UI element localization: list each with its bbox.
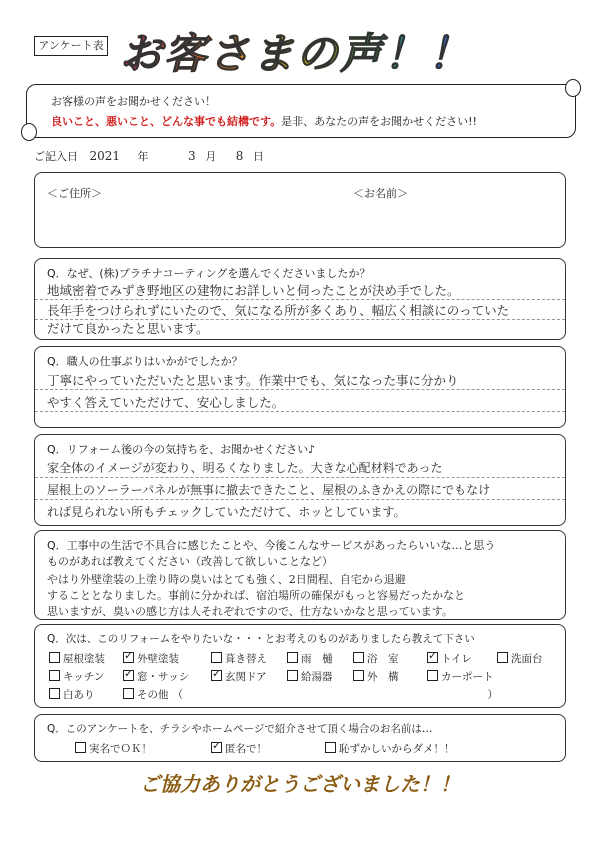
q1-question: Q．なぜ、(株)プラチナコーティングを選んでくださいましたか？ (47, 267, 371, 280)
option-exterior[interactable] (353, 669, 399, 684)
checkbox[interactable] (287, 652, 298, 663)
option-label: その他 (137, 689, 169, 701)
option-label: カーポート (441, 671, 494, 683)
checkbox[interactable] (427, 670, 438, 681)
q1-answer-line: 地域密着でみずき野地区の建物にお詳しいと伺ったことが決め手でした。 (47, 283, 460, 298)
option-label: トイレ (441, 653, 472, 665)
intro-line-2-red: 良いこと、悪いこと、どんな事でも結構です。 (51, 115, 282, 128)
date-day: 8 (235, 149, 244, 163)
option-decline[interactable] (325, 741, 455, 756)
option-reroof[interactable] (211, 651, 267, 666)
option-roof-paint[interactable] (49, 651, 105, 666)
q4-answer-line: することとなりました。事前に分かれば、宿泊場所の確保がもっと容易だったかなと (47, 589, 465, 602)
q2-question: Q．職人の仕事ぶりはいかがでしたか？ (47, 355, 243, 368)
q5-box (34, 624, 566, 708)
option-label: 外壁塗装 (137, 653, 179, 665)
option-label: 白あり (63, 689, 95, 701)
checkbox[interactable] (123, 670, 134, 681)
customer-info-box (34, 172, 566, 248)
checkbox[interactable] (211, 652, 222, 663)
q3-answer-line: 屋根上のソーラーパネルが無事に撤去できたこと、屋根のふきかえの際にでもなけ (47, 483, 491, 497)
option-anonymous[interactable] (211, 741, 267, 756)
option-label: 浴 室 (367, 653, 399, 665)
thanks-message: ご協力ありがとうございました！！ (140, 772, 460, 796)
q4-question-line-2: ものがあれば教えてください（改善して欲しいことなど） (47, 555, 333, 568)
option-exterior-wall-paint[interactable] (123, 651, 179, 666)
date-label: ご記入日 (34, 150, 78, 163)
option-label: 匿名で！ (225, 743, 267, 755)
address-label: ＜ご住所＞ (47, 187, 102, 200)
option-label: 実名でＯＫ！ (89, 743, 152, 755)
q4-box (34, 530, 566, 620)
page-title: お客さまの声！！ (120, 24, 520, 84)
checkbox[interactable] (287, 670, 298, 681)
checkbox[interactable] (325, 742, 336, 753)
option-kitchen[interactable] (49, 669, 104, 684)
scroll-curl-left (21, 123, 37, 141)
checkbox[interactable] (211, 742, 222, 753)
date-month-unit: 月 (205, 150, 217, 163)
q3-box (34, 434, 566, 526)
option-label: 給湯器 (301, 671, 333, 683)
q2-answer-line: やすく答えていただけて、安心しました。 (47, 395, 285, 410)
option-water-heater[interactable] (287, 669, 333, 684)
option-entrance-door[interactable] (211, 669, 267, 684)
name-label: ＜お名前＞ (353, 187, 408, 200)
option-real-name[interactable] (75, 741, 152, 756)
q4-question-line-1: Q．工事中の生活で不具合に感じたことや、今後こんなサービスがあったらいいな…と思う (47, 539, 496, 552)
q4-answer-line: 思いますが、臭いの感じ方は人それぞれですので、仕方ないかなと思っています。 (47, 605, 453, 618)
date-day-unit: 日 (252, 150, 264, 163)
q1-box (34, 258, 566, 340)
option-label: キッチン (63, 671, 105, 683)
q5-question: Q．次は、このリフォームをやりたいな・・・とお考えのものがありましたら教えて下さい (47, 633, 475, 645)
option-label: 外 構 (367, 671, 399, 683)
option-toilet[interactable] (427, 651, 472, 666)
checkbox[interactable] (75, 742, 86, 753)
date-year: 2021 (89, 149, 121, 163)
scroll-curl-right (565, 79, 581, 97)
intro-banner (26, 84, 576, 138)
checkbox[interactable] (427, 652, 438, 663)
entry-date (34, 148, 264, 164)
intro-line-2-rest: 是非、あなたの声をお聞かせください!! (281, 115, 477, 128)
checkbox[interactable] (211, 670, 222, 681)
q1-answer-line: 長年手をつけられずにいたので、気になる所が多くあり、幅広く相談にのっていた (47, 303, 510, 318)
option-label: 玄関ドア (225, 671, 267, 683)
option-label: 屋根塗装 (63, 653, 105, 665)
option-other[interactable]: その他 （ ） (123, 687, 498, 702)
option-gutter[interactable] (287, 651, 333, 666)
option-termite[interactable] (49, 687, 95, 702)
checkbox[interactable] (497, 652, 508, 663)
option-label: 雨 樋 (301, 653, 333, 665)
checkbox[interactable] (353, 670, 364, 681)
checkbox[interactable] (49, 652, 60, 663)
q2-answer-line: 丁寧にやっていただいたと思います。作業中でも、気になった事に分かり (47, 373, 459, 388)
survey-tag: アンケート表 (34, 36, 108, 56)
option-washbasin[interactable] (497, 651, 543, 666)
q2-box (34, 346, 566, 428)
q6-question: Q．このアンケートを、チラシやホームページで紹介させて頂く場合のお名前は… (47, 723, 433, 735)
q3-answer-line: 家全体のイメージが変わり、明るくなりました。大きな心配材料であった (47, 461, 443, 475)
q6-box (34, 714, 566, 762)
intro-line-1: お客様の声をお聞かせください！ (51, 95, 216, 108)
checkbox[interactable] (49, 688, 60, 699)
option-label: 窓・サッシ (137, 671, 190, 683)
checkbox[interactable] (123, 688, 134, 699)
q4-answer-line: やはり外壁塗装の上塗り時の臭いはとても強く、2日間程、自宅から退避 (47, 573, 406, 586)
q3-answer-line: れば見られない所もチェックしていただけて、ホッとしています。 (47, 505, 406, 519)
checkbox[interactable] (49, 670, 60, 681)
intro-line-2 (51, 113, 477, 129)
option-label: 葺き替え (225, 653, 267, 665)
option-carport[interactable] (427, 669, 494, 684)
checkbox[interactable] (123, 652, 134, 663)
option-window-sash[interactable] (123, 669, 189, 684)
checkbox[interactable] (353, 652, 364, 663)
date-month: 3 (188, 149, 196, 163)
q1-answer-line: だけて良かったと思います。 (47, 321, 209, 336)
option-label: 恥ずかしいからダメ！！ (339, 743, 455, 755)
option-bathroom[interactable] (353, 651, 399, 666)
q3-question: Q．リフォーム後の今の気持ちを、お聞かせください♪ (47, 443, 316, 456)
date-year-unit: 年 (137, 150, 149, 163)
option-label: 洗面台 (511, 653, 543, 665)
